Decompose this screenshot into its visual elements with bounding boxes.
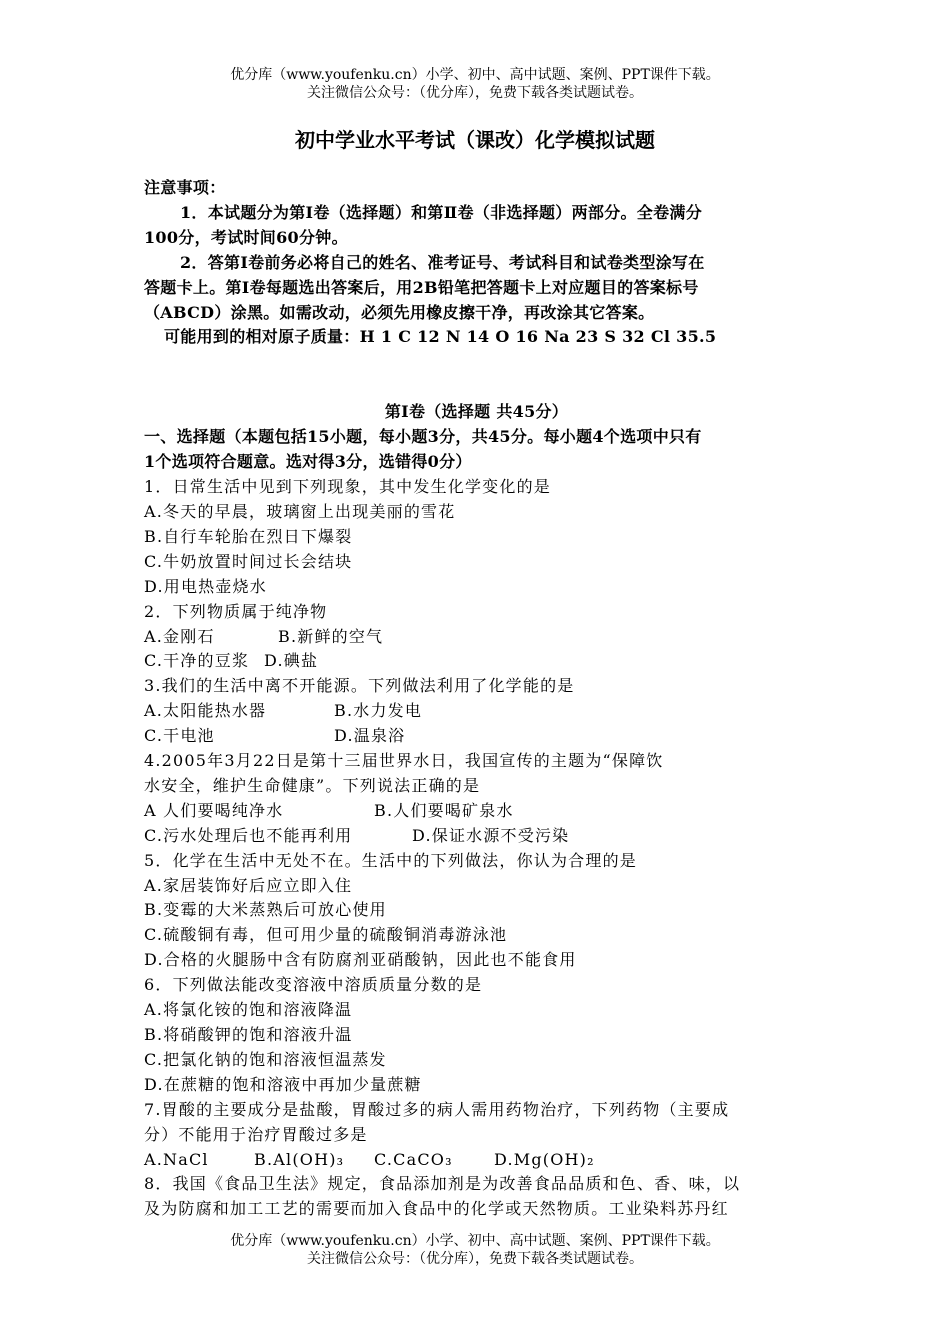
- q5-option-d: D.合格的火腿肠中含有防腐剂亚硝酸钠，因此也不能食用: [144, 950, 577, 970]
- header-line-1: 优分库（www.youfenku.cn）小学、初中、高中试题、案例、PPT课件下载。: [230, 67, 720, 83]
- q7-option-a: A.NaCl: [144, 1149, 209, 1169]
- q3-option-c: C.干电池: [144, 726, 215, 746]
- q3-options-ab: [144, 699, 809, 724]
- section-instructions-cont: 1个选项符合题意。选对得3分，选错得0分）: [144, 452, 472, 472]
- q6-option-b: B.将硝酸钾的饱和溶液升温: [144, 1025, 353, 1044]
- question-8-cont: 及为防腐和加工工艺的需要而加入食品中的化学或天然物质。工业染料苏丹红: [144, 1199, 729, 1219]
- atomic-masses: 可能用到的相对原子质量：H 1 C 12 N 14 O 16 Na 23 S 32 Cl 35.5: [164, 327, 717, 347]
- q2-option-b: B.新鲜的空气: [278, 626, 384, 646]
- exam-body: [144, 176, 809, 1222]
- section-instructions: 一、选择题（本题包括15小题，每小题3分，共45分。每小题4个选项中只有: [144, 427, 702, 447]
- q1-option-c: C.牛奶放置时间过长会结块: [144, 551, 353, 571]
- question-5: 5．化学在生活中无处不在。生活中的下列做法，你认为合理的是: [144, 850, 637, 870]
- question-4-cont: 水安全，维护生命健康”。下列说法正确的是: [144, 775, 481, 795]
- q2-options-cd: [144, 649, 809, 674]
- q3-option-b: B.水力发电: [334, 701, 423, 721]
- question-7: 7.胃酸的主要成分是盐酸，胃酸过多的病人需用药物治疗，下列药物（主要成: [144, 1099, 730, 1119]
- q7-options: [144, 1148, 809, 1173]
- q2-options-ab: [144, 625, 809, 650]
- header-line-2: 关注微信公众号：（优分库），免费下载各类试题试卷。: [307, 85, 643, 101]
- question-3: 3.我们的生活中离不开能源。下列做法利用了化学能的是: [144, 676, 575, 696]
- q1-option-a: A.冬天的早晨，玻璃窗上出现美丽的雪花: [144, 501, 456, 521]
- question-1: 1．日常生活中见到下列现象，其中发生化学变化的是: [144, 477, 551, 497]
- q1-option-b: B.自行车轮胎在烈日下爆裂: [144, 526, 353, 546]
- q7-option-c: C.CaCO₃: [374, 1149, 453, 1169]
- q7-option-d: D.Mg(OH)₂: [494, 1149, 595, 1169]
- question-8: 8．我国《食品卫生法》规定，食品添加剂是为改善食品品质和色、香、味，以: [144, 1174, 741, 1194]
- q4-options-cd: [144, 824, 809, 849]
- notice-heading: 注意事项：: [144, 178, 226, 197]
- q5-option-c: C.硫酸铜有毒，但可用少量的硫酸铜消毒游泳池: [144, 925, 508, 945]
- q6-option-d: D.在蔗糖的饱和溶液中再加少量蔗糖: [144, 1074, 422, 1094]
- q2-option-a: A.金刚石: [144, 626, 215, 646]
- q4-option-c: C.污水处理后也不能再利用: [144, 825, 353, 845]
- q6-option-c: C.把氯化钠的饱和溶液恒温蒸发: [144, 1049, 387, 1069]
- q4-option-b: B.人们要喝矿泉水: [374, 800, 514, 820]
- page-title: 初中学业水平考试（课改）化学模拟试题: [295, 128, 655, 152]
- q5-option-a: A.家居装饰好后应立即入住: [144, 875, 353, 895]
- q4-option-a: A 人们要喝纯净水: [144, 800, 284, 820]
- notice-item-2: 2．答第Ⅰ卷前务必将自己的姓名、准考证号、考试科目和试卷类型涂写在: [180, 252, 705, 272]
- question-2: 2．下列物质属于纯净物: [144, 601, 328, 621]
- notice-item-2-cont2: （ABCD）涂黑。如需改动，必须先用橡皮擦干净，再改涂其它答案。: [144, 302, 655, 322]
- q7-option-b: B.Al(OH)₃: [254, 1149, 345, 1169]
- section-title: 第Ⅰ卷（选择题 共45分）: [384, 402, 569, 422]
- q4-option-d: D.保证水源不受污染: [412, 825, 570, 845]
- question-4: 4.2005年3月22日是第十三届世界水日，我国宣传的主题为“保障饮: [144, 751, 664, 771]
- q4-options-ab: [144, 799, 809, 824]
- q5-option-b: B.变霉的大米蒸熟后可放心使用: [144, 900, 387, 920]
- question-7-cont: 分）不能用于治疗胃酸过多是: [144, 1124, 368, 1144]
- q3-options-cd: [144, 724, 809, 749]
- q2-option-d: D.碘盐: [264, 651, 319, 671]
- q6-option-a: A.将氯化铵的饱和溶液降温: [144, 1000, 353, 1020]
- q2-option-c: C.干净的豆浆: [144, 651, 250, 671]
- notice-item-1-cont: 100分，考试时间60分钟。: [144, 227, 348, 247]
- q3-option-d: D.温泉浴: [334, 726, 406, 746]
- page-footer: [0, 1232, 950, 1268]
- notice-item-2-cont: 答题卡上。第Ⅰ卷每题选出答案后，用2B铅笔把答题卡上对应题目的答案标号: [144, 277, 699, 297]
- q1-option-d: D.用电热壶烧水: [144, 576, 267, 596]
- q3-option-a: A.太阳能热水器: [144, 701, 267, 721]
- question-6: 6．下列做法能改变溶液中溶质质量分数的是: [144, 975, 483, 995]
- page-header: [0, 66, 950, 102]
- footer-line-2: 关注微信公众号：（优分库），免费下载各类试题试卷。: [307, 1251, 643, 1267]
- notice-item-1: 1．本试题分为第Ⅰ卷（选择题）和第Ⅱ卷（非选择题）两部分。全卷满分: [180, 202, 703, 222]
- footer-line-1: 优分库（www.youfenku.cn）小学、初中、高中试题、案例、PPT课件下载。: [230, 1233, 720, 1249]
